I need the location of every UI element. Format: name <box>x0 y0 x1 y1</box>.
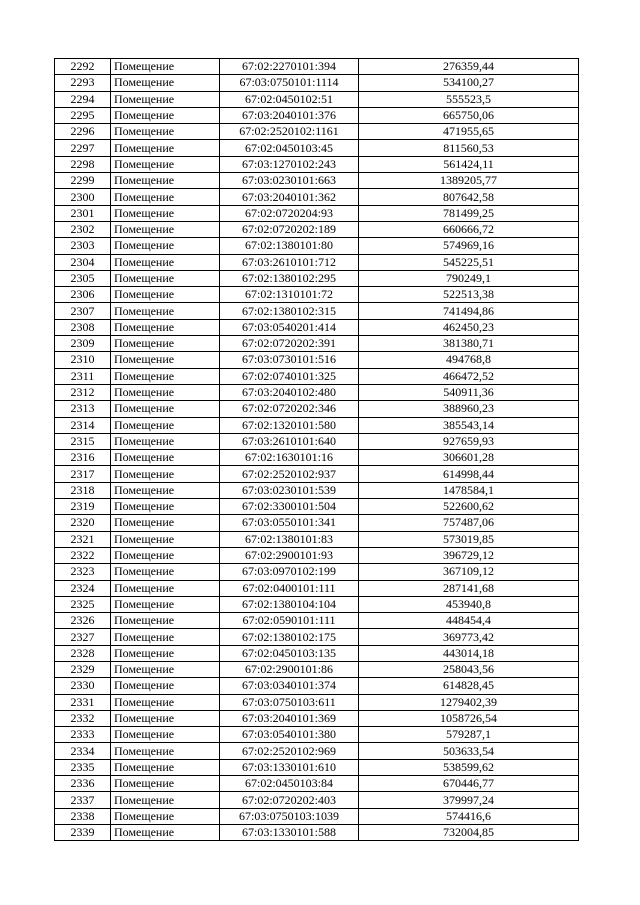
row-number-cell: 2295 <box>55 107 111 123</box>
cadastral-value-cell: 732004,85 <box>359 824 579 840</box>
cadastral-number-cell: 67:02:0740101:325 <box>220 368 359 384</box>
table-row <box>55 547 579 563</box>
row-number-cell: 2293 <box>55 75 111 91</box>
cadastral-number-cell: 67:03:2040101:369 <box>220 710 359 726</box>
object-type-cell: Помещение <box>111 547 220 563</box>
cadastral-value-cell: 388960,23 <box>359 401 579 417</box>
object-type-cell: Помещение <box>111 75 220 91</box>
table-row <box>55 564 579 580</box>
cadastral-value-cell: 781499,25 <box>359 205 579 221</box>
cadastral-number-cell: 67:03:0970102:199 <box>220 564 359 580</box>
cadastral-number-cell: 67:02:2900101:86 <box>220 661 359 677</box>
cadastral-number-cell: 67:03:0750101:1114 <box>220 75 359 91</box>
table-row <box>55 59 579 75</box>
cadastral-value-cell: 574416,6 <box>359 808 579 824</box>
row-number-cell: 2303 <box>55 238 111 254</box>
table-row <box>55 270 579 286</box>
cadastral-value-cell: 534100,27 <box>359 75 579 91</box>
row-number-cell: 2304 <box>55 254 111 270</box>
cadastral-value-cell: 381380,71 <box>359 336 579 352</box>
cadastral-number-cell: 67:02:0450103:135 <box>220 645 359 661</box>
object-type-cell: Помещение <box>111 710 220 726</box>
object-type-cell: Помещение <box>111 531 220 547</box>
cadastral-value-cell: 614828,45 <box>359 678 579 694</box>
cadastral-number-cell: 67:03:2040101:362 <box>220 189 359 205</box>
row-number-cell: 2325 <box>55 596 111 612</box>
table-row <box>55 792 579 808</box>
row-number-cell: 2311 <box>55 368 111 384</box>
row-number-cell: 2319 <box>55 499 111 515</box>
cadastral-number-cell: 67:03:0750103:1039 <box>220 808 359 824</box>
cadastral-number-cell: 67:02:2270101:394 <box>220 59 359 75</box>
cadastral-number-cell: 67:03:0550101:341 <box>220 515 359 531</box>
table-row <box>55 287 579 303</box>
object-type-cell: Помещение <box>111 613 220 629</box>
cadastral-number-cell: 67:02:2520102:937 <box>220 466 359 482</box>
object-type-cell: Помещение <box>111 156 220 172</box>
table-row <box>55 743 579 759</box>
row-number-cell: 2294 <box>55 91 111 107</box>
table-row <box>55 645 579 661</box>
row-number-cell: 2323 <box>55 564 111 580</box>
cadastral-value-cell: 466472,52 <box>359 368 579 384</box>
cadastral-number-cell: 67:02:0720204:93 <box>220 205 359 221</box>
cadastral-value-cell: 540911,36 <box>359 384 579 400</box>
object-type-cell: Помещение <box>111 596 220 612</box>
cadastral-number-cell: 67:03:0730101:516 <box>220 352 359 368</box>
cadastral-value-cell: 811560,53 <box>359 140 579 156</box>
cadastral-number-cell: 67:02:0590101:111 <box>220 613 359 629</box>
cadastral-value-cell: 555523,5 <box>359 91 579 107</box>
cadastral-number-cell: 67:03:1330101:588 <box>220 824 359 840</box>
cadastral-value-cell: 385543,14 <box>359 417 579 433</box>
cadastral-number-cell: 67:03:1330101:610 <box>220 759 359 775</box>
cadastral-value-cell: 561424,11 <box>359 156 579 172</box>
object-type-cell: Помещение <box>111 808 220 824</box>
cadastral-number-cell: 67:02:0720202:346 <box>220 401 359 417</box>
row-number-cell: 2339 <box>55 824 111 840</box>
cadastral-number-cell: 67:03:0750103:611 <box>220 694 359 710</box>
row-number-cell: 2309 <box>55 336 111 352</box>
table-row <box>55 368 579 384</box>
row-number-cell: 2308 <box>55 319 111 335</box>
row-number-cell: 2336 <box>55 776 111 792</box>
table-row <box>55 433 579 449</box>
row-number-cell: 2292 <box>55 59 111 75</box>
row-number-cell: 2328 <box>55 645 111 661</box>
table-row <box>55 417 579 433</box>
row-number-cell: 2335 <box>55 759 111 775</box>
row-number-cell: 2300 <box>55 189 111 205</box>
table-row <box>55 352 579 368</box>
cadastral-value-cell: 369773,42 <box>359 629 579 645</box>
row-number-cell: 2305 <box>55 270 111 286</box>
cadastral-number-cell: 67:02:1380104:104 <box>220 596 359 612</box>
cadastral-number-cell: 67:02:2520102:969 <box>220 743 359 759</box>
object-type-cell: Помещение <box>111 792 220 808</box>
row-number-cell: 2313 <box>55 401 111 417</box>
table-row <box>55 776 579 792</box>
property-table <box>54 58 579 841</box>
table-row <box>55 319 579 335</box>
table-row <box>55 580 579 596</box>
cadastral-value-cell: 579287,1 <box>359 727 579 743</box>
table-row <box>55 531 579 547</box>
row-number-cell: 2296 <box>55 124 111 140</box>
object-type-cell: Помещение <box>111 401 220 417</box>
table-row <box>55 401 579 417</box>
table-row <box>55 629 579 645</box>
cadastral-value-cell: 276359,44 <box>359 59 579 75</box>
cadastral-value-cell: 660666,72 <box>359 221 579 237</box>
table-row <box>55 254 579 270</box>
cadastral-number-cell: 67:03:0540101:380 <box>220 727 359 743</box>
cadastral-value-cell: 396729,12 <box>359 547 579 563</box>
table-row <box>55 75 579 91</box>
row-number-cell: 2326 <box>55 613 111 629</box>
cadastral-number-cell: 67:02:1380101:80 <box>220 238 359 254</box>
row-number-cell: 2338 <box>55 808 111 824</box>
table-row <box>55 678 579 694</box>
table-row <box>55 336 579 352</box>
cadastral-number-cell: 67:02:2900101:93 <box>220 547 359 563</box>
cadastral-value-cell: 665750,06 <box>359 107 579 123</box>
table-row <box>55 759 579 775</box>
object-type-cell: Помещение <box>111 727 220 743</box>
object-type-cell: Помещение <box>111 580 220 596</box>
cadastral-value-cell: 545225,51 <box>359 254 579 270</box>
table-row <box>55 173 579 189</box>
cadastral-value-cell: 494768,8 <box>359 352 579 368</box>
cadastral-value-cell: 1478584,1 <box>359 482 579 498</box>
object-type-cell: Помещение <box>111 303 220 319</box>
object-type-cell: Помещение <box>111 776 220 792</box>
cadastral-value-cell: 522600,62 <box>359 499 579 515</box>
cadastral-number-cell: 67:02:1380101:83 <box>220 531 359 547</box>
cadastral-number-cell: 67:02:1380102:175 <box>220 629 359 645</box>
table-row <box>55 499 579 515</box>
cadastral-number-cell: 67:02:0720202:403 <box>220 792 359 808</box>
cadastral-value-cell: 741494,86 <box>359 303 579 319</box>
cadastral-value-cell: 453940,8 <box>359 596 579 612</box>
table-row <box>55 694 579 710</box>
row-number-cell: 2306 <box>55 287 111 303</box>
cadastral-value-cell: 790249,1 <box>359 270 579 286</box>
row-number-cell: 2316 <box>55 450 111 466</box>
cadastral-value-cell: 367109,12 <box>359 564 579 580</box>
row-number-cell: 2321 <box>55 531 111 547</box>
table-row <box>55 91 579 107</box>
object-type-cell: Помещение <box>111 189 220 205</box>
row-number-cell: 2330 <box>55 678 111 694</box>
object-type-cell: Помещение <box>111 107 220 123</box>
object-type-cell: Помещение <box>111 384 220 400</box>
row-number-cell: 2298 <box>55 156 111 172</box>
object-type-cell: Помещение <box>111 824 220 840</box>
document-table-container <box>54 58 579 841</box>
object-type-cell: Помещение <box>111 59 220 75</box>
table-row <box>55 466 579 482</box>
cadastral-value-cell: 379997,24 <box>359 792 579 808</box>
object-type-cell: Помещение <box>111 499 220 515</box>
cadastral-number-cell: 67:02:0450103:45 <box>220 140 359 156</box>
row-number-cell: 2329 <box>55 661 111 677</box>
cadastral-value-cell: 1058726,54 <box>359 710 579 726</box>
object-type-cell: Помещение <box>111 482 220 498</box>
object-type-cell: Помещение <box>111 417 220 433</box>
row-number-cell: 2324 <box>55 580 111 596</box>
cadastral-value-cell: 443014,18 <box>359 645 579 661</box>
cadastral-number-cell: 67:02:0450103:84 <box>220 776 359 792</box>
table-row <box>55 189 579 205</box>
row-number-cell: 2297 <box>55 140 111 156</box>
cadastral-number-cell: 67:02:0720202:391 <box>220 336 359 352</box>
cadastral-value-cell: 1389205,77 <box>359 173 579 189</box>
row-number-cell: 2312 <box>55 384 111 400</box>
cadastral-number-cell: 67:02:1310101:72 <box>220 287 359 303</box>
cadastral-number-cell: 67:03:2610101:712 <box>220 254 359 270</box>
object-type-cell: Помещение <box>111 336 220 352</box>
object-type-cell: Помещение <box>111 173 220 189</box>
table-row <box>55 205 579 221</box>
row-number-cell: 2334 <box>55 743 111 759</box>
cadastral-number-cell: 67:02:0720202:189 <box>220 221 359 237</box>
cadastral-number-cell: 67:02:2520102:1161 <box>220 124 359 140</box>
row-number-cell: 2320 <box>55 515 111 531</box>
object-type-cell: Помещение <box>111 743 220 759</box>
table-row <box>55 808 579 824</box>
object-type-cell: Помещение <box>111 368 220 384</box>
row-number-cell: 2310 <box>55 352 111 368</box>
row-number-cell: 2327 <box>55 629 111 645</box>
table-row <box>55 727 579 743</box>
cadastral-number-cell: 67:03:1270102:243 <box>220 156 359 172</box>
row-number-cell: 2307 <box>55 303 111 319</box>
table-row <box>55 824 579 840</box>
cadastral-value-cell: 471955,65 <box>359 124 579 140</box>
table-row <box>55 596 579 612</box>
cadastral-value-cell: 670446,77 <box>359 776 579 792</box>
table-row <box>55 482 579 498</box>
row-number-cell: 2301 <box>55 205 111 221</box>
cadastral-number-cell: 67:03:2040101:376 <box>220 107 359 123</box>
cadastral-value-cell: 503633,54 <box>359 743 579 759</box>
cadastral-value-cell: 757487,06 <box>359 515 579 531</box>
table-row <box>55 613 579 629</box>
table-row <box>55 450 579 466</box>
object-type-cell: Помещение <box>111 270 220 286</box>
table-row <box>55 515 579 531</box>
table-row <box>55 221 579 237</box>
cadastral-number-cell: 67:03:0230101:663 <box>220 173 359 189</box>
cadastral-number-cell: 67:02:1380102:295 <box>220 270 359 286</box>
cadastral-number-cell: 67:03:2610101:640 <box>220 433 359 449</box>
table-body <box>55 59 579 841</box>
cadastral-number-cell: 67:03:0230101:539 <box>220 482 359 498</box>
table-row <box>55 710 579 726</box>
object-type-cell: Помещение <box>111 759 220 775</box>
row-number-cell: 2333 <box>55 727 111 743</box>
object-type-cell: Помещение <box>111 694 220 710</box>
cadastral-value-cell: 573019,85 <box>359 531 579 547</box>
table-row <box>55 140 579 156</box>
cadastral-value-cell: 287141,68 <box>359 580 579 596</box>
object-type-cell: Помещение <box>111 205 220 221</box>
object-type-cell: Помещение <box>111 678 220 694</box>
row-number-cell: 2337 <box>55 792 111 808</box>
object-type-cell: Помещение <box>111 661 220 677</box>
row-number-cell: 2314 <box>55 417 111 433</box>
row-number-cell: 2332 <box>55 710 111 726</box>
object-type-cell: Помещение <box>111 319 220 335</box>
object-type-cell: Помещение <box>111 140 220 156</box>
cadastral-value-cell: 306601,28 <box>359 450 579 466</box>
row-number-cell: 2331 <box>55 694 111 710</box>
cadastral-value-cell: 807642,58 <box>359 189 579 205</box>
object-type-cell: Помещение <box>111 124 220 140</box>
cadastral-value-cell: 574969,16 <box>359 238 579 254</box>
object-type-cell: Помещение <box>111 221 220 237</box>
cadastral-number-cell: 67:03:2040102:480 <box>220 384 359 400</box>
cadastral-value-cell: 614998,44 <box>359 466 579 482</box>
cadastral-number-cell: 67:02:0450102:51 <box>220 91 359 107</box>
cadastral-value-cell: 538599,62 <box>359 759 579 775</box>
table-row <box>55 124 579 140</box>
object-type-cell: Помещение <box>111 629 220 645</box>
row-number-cell: 2302 <box>55 221 111 237</box>
cadastral-value-cell: 448454,4 <box>359 613 579 629</box>
cadastral-number-cell: 67:02:3300101:504 <box>220 499 359 515</box>
object-type-cell: Помещение <box>111 352 220 368</box>
cadastral-value-cell: 1279402,39 <box>359 694 579 710</box>
cadastral-value-cell: 462450,23 <box>359 319 579 335</box>
row-number-cell: 2318 <box>55 482 111 498</box>
object-type-cell: Помещение <box>111 515 220 531</box>
row-number-cell: 2322 <box>55 547 111 563</box>
row-number-cell: 2299 <box>55 173 111 189</box>
cadastral-number-cell: 67:03:0340101:374 <box>220 678 359 694</box>
object-type-cell: Помещение <box>111 287 220 303</box>
cadastral-number-cell: 67:02:1630101:16 <box>220 450 359 466</box>
table-row <box>55 384 579 400</box>
cadastral-number-cell: 67:03:0540201:414 <box>220 319 359 335</box>
object-type-cell: Помещение <box>111 450 220 466</box>
table-row <box>55 661 579 677</box>
row-number-cell: 2317 <box>55 466 111 482</box>
table-row <box>55 303 579 319</box>
table-row <box>55 238 579 254</box>
object-type-cell: Помещение <box>111 433 220 449</box>
object-type-cell: Помещение <box>111 91 220 107</box>
object-type-cell: Помещение <box>111 254 220 270</box>
cadastral-value-cell: 927659,93 <box>359 433 579 449</box>
object-type-cell: Помещение <box>111 564 220 580</box>
object-type-cell: Помещение <box>111 466 220 482</box>
cadastral-value-cell: 522513,38 <box>359 287 579 303</box>
object-type-cell: Помещение <box>111 238 220 254</box>
table-row <box>55 156 579 172</box>
cadastral-number-cell: 67:02:1380102:315 <box>220 303 359 319</box>
cadastral-number-cell: 67:02:0400101:111 <box>220 580 359 596</box>
cadastral-value-cell: 258043,56 <box>359 661 579 677</box>
cadastral-number-cell: 67:02:1320101:580 <box>220 417 359 433</box>
row-number-cell: 2315 <box>55 433 111 449</box>
table-row <box>55 107 579 123</box>
object-type-cell: Помещение <box>111 645 220 661</box>
